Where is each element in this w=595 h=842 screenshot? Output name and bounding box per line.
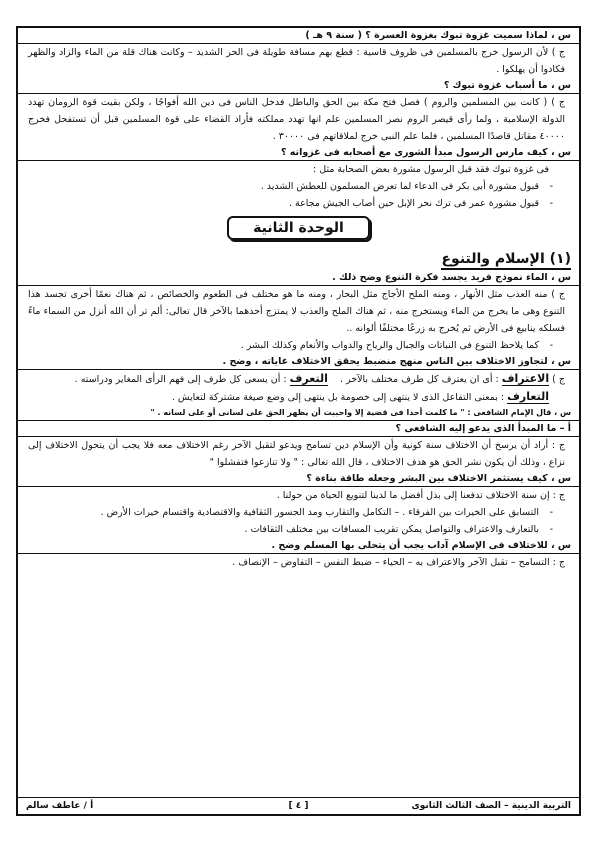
footer-author: أ / عاطف سالم	[26, 801, 94, 811]
question-tabuk-causes: س ، ما أسباب غزوة تبوك ؟	[18, 78, 579, 94]
answer-naming-tabuk: ج ) لأن الرسول خرج بالمسلمين فى ظروف قاسية : قطع بهم مسافة طويلة فى الحر الشديد – وكانت هناك قلة من الماء والزاد والظهر فكادوا أن يهلكوا .	[28, 47, 565, 75]
footer-subject: التربية الدينية – الصف الثالث الثانوى	[411, 801, 571, 811]
definition-recognition: : أى ان يعترف كل طرف مختلف بالآخر .	[339, 374, 499, 385]
term-recognition: الاعتراف	[501, 372, 550, 385]
question-invest-difference: س ، كيف يستثمر الاختلاف بين البشر وجعله طاقة بناءة ؟	[18, 471, 579, 487]
answer-invest-bullet: - بالتعارف والاعتراف والتواصل يمكن تقريب المسافات بين مختلف الثقافات .	[18, 521, 579, 538]
answer-shafii-principle: ج : أراد أن يرسخ أن الاختلاف سنة كونية وأن الإسلام دين تسامح ويدعو لتقبل الآخر رغم الاختلاف معه فلا يجب أن يتحول الاختلاف إلى نزاع ، وذلك أن يكون نشر الحق هو هدف الاختلاف ، قال الله تعالى : " ولا تنازعوا فتفشلوا "	[28, 440, 565, 468]
term-knowing: التعرف	[289, 372, 328, 385]
answer-water-diversity: ج ) منه العذب مثل الأنهار ، ومنه الملح الأجاج مثل البحار ، ومنه ما هو مختلف فى الطعوم والخصائص ، ثم هناك نعمًا أخرى تجسد هذا التنوع وهى ما يخرج من الماء ويستخرج منه ، ثم هناك الملح والعذب لا يمتزج أحدهما بالآخر قال تعالى: ألم تر أن الله أنزل من السماء ماءً فسلكه ينابيع فى الأرض ثم يُخرج به زرعًا مختلفًا ألوانه ..	[28, 289, 565, 334]
lesson-title: (١) الإسلام والتنوع	[441, 251, 571, 270]
answer-invest-bullet: - التسابق على الخيرات بين الفرقاء . – التكامل والتقارب ومد الجسور الثقافية والاقتصادية واقتسام خيرات الأرض .	[18, 504, 579, 521]
answer-difference-etiquette: ج : التسامح – تقبل الآخر والاعتراف به – الحياء – ضبط النفس – التفاوض – الإنصاف .	[232, 557, 565, 568]
answer-invest-intro: ج : إن سنة الاختلاف تدفعنا إلى بذل أفضل ما لدينا لتنويع الحياة من حولنا .	[276, 490, 565, 501]
unit-heading-wrap	[18, 212, 579, 244]
lesson-heading-wrap	[18, 244, 579, 270]
question-shafii-principle: أ – ما المبدأ الذى يدعو إليه الشافعى ؟	[18, 421, 579, 437]
document-page	[16, 26, 581, 816]
answer-recognition	[18, 370, 579, 388]
answer-prefix: ج )	[549, 374, 565, 385]
question-difference-etiquette: س ، للاختلاف فى الإسلام آداب يجب أن يتحلى بها المسلم وضح .	[18, 538, 579, 554]
question-naming-tabuk: س ، لماذا سميت غزوة تبوك بغزوة العسرة ؟ ( سنة ٩ هـ )	[18, 28, 579, 44]
page-footer	[18, 797, 579, 814]
answer-shura-intro: فى غزوة تبوك فقد قبل الرسول مشورة بعض الصحابة مثل :	[313, 164, 549, 175]
page-number: [ ٤ ]	[288, 801, 309, 811]
answer-tabuk-causes: ج ) ( كانت بين المسلمين والروم ) فصل فتح مكة بين الحق والباطل فدخل الناس فى دين الله أفواجًا ، ولكن بقيت قوة الرومان تهدد الدولة الإسلامية ، ولما رأى قيصر الروم نصر المسلمين علم انها تهدد مملكته فأراد القضاء على قوة المسلمين قبل أن تستفحل فخرج ٤٠٠٠٠ مقاتل قاصدًا المسلمين ، فلما علم النبى خرج لملاقاتهم فى ٣٠٠٠٠ .	[28, 97, 565, 142]
unit-title: الوحدة الثانية	[227, 216, 370, 240]
definition-acquaintance: : بمعنى التفاعل الذى لا ينتهى إلى خصومة بل ينتهى إلى وضع صيغة مشتركة لتعايش .	[171, 392, 505, 403]
shafii-quote: س ، قال الإمام الشافعى : " ما كلمت أحدا فى قضية إلا واحببت أن يظهر الحق على لسانى أو على لسانه . "	[18, 406, 579, 421]
answer-water-bullet: - كما يلاحظ التنوع فى النباتات والجبال والرياح والدواب والأنعام وكذلك البشر .	[18, 337, 579, 354]
answer-shura-bullet: - قبول مشورة أبى بكر فى الدعاء لما تعرض المسلمون للعطش الشديد .	[18, 178, 579, 195]
page-content	[18, 28, 579, 571]
answer-acquaintance	[18, 388, 579, 406]
question-shura: س ، كيف مارس الرسول مبدأ الشورى مع أصحابه فى غزواته ؟	[18, 145, 579, 161]
answer-shura-bullet: - قبول مشورة عمر فى ترك نحر الإبل حين أصاب الجيش مجاعة .	[18, 195, 579, 212]
question-difference-method: س ، لتجاوز الاختلاف بين الناس منهج منضبط يحقق الاختلاف غاياته ، وضح .	[18, 354, 579, 370]
definition-knowing: : أن يسعى كل طرف إلى فهم الرأى المغاير ودراسته .	[74, 374, 287, 385]
question-water-diversity: س ، الماء نموذج فريد يجسد فكرة التنوع وضح ذلك .	[18, 270, 579, 286]
term-acquaintance: التعارف	[507, 390, 549, 403]
